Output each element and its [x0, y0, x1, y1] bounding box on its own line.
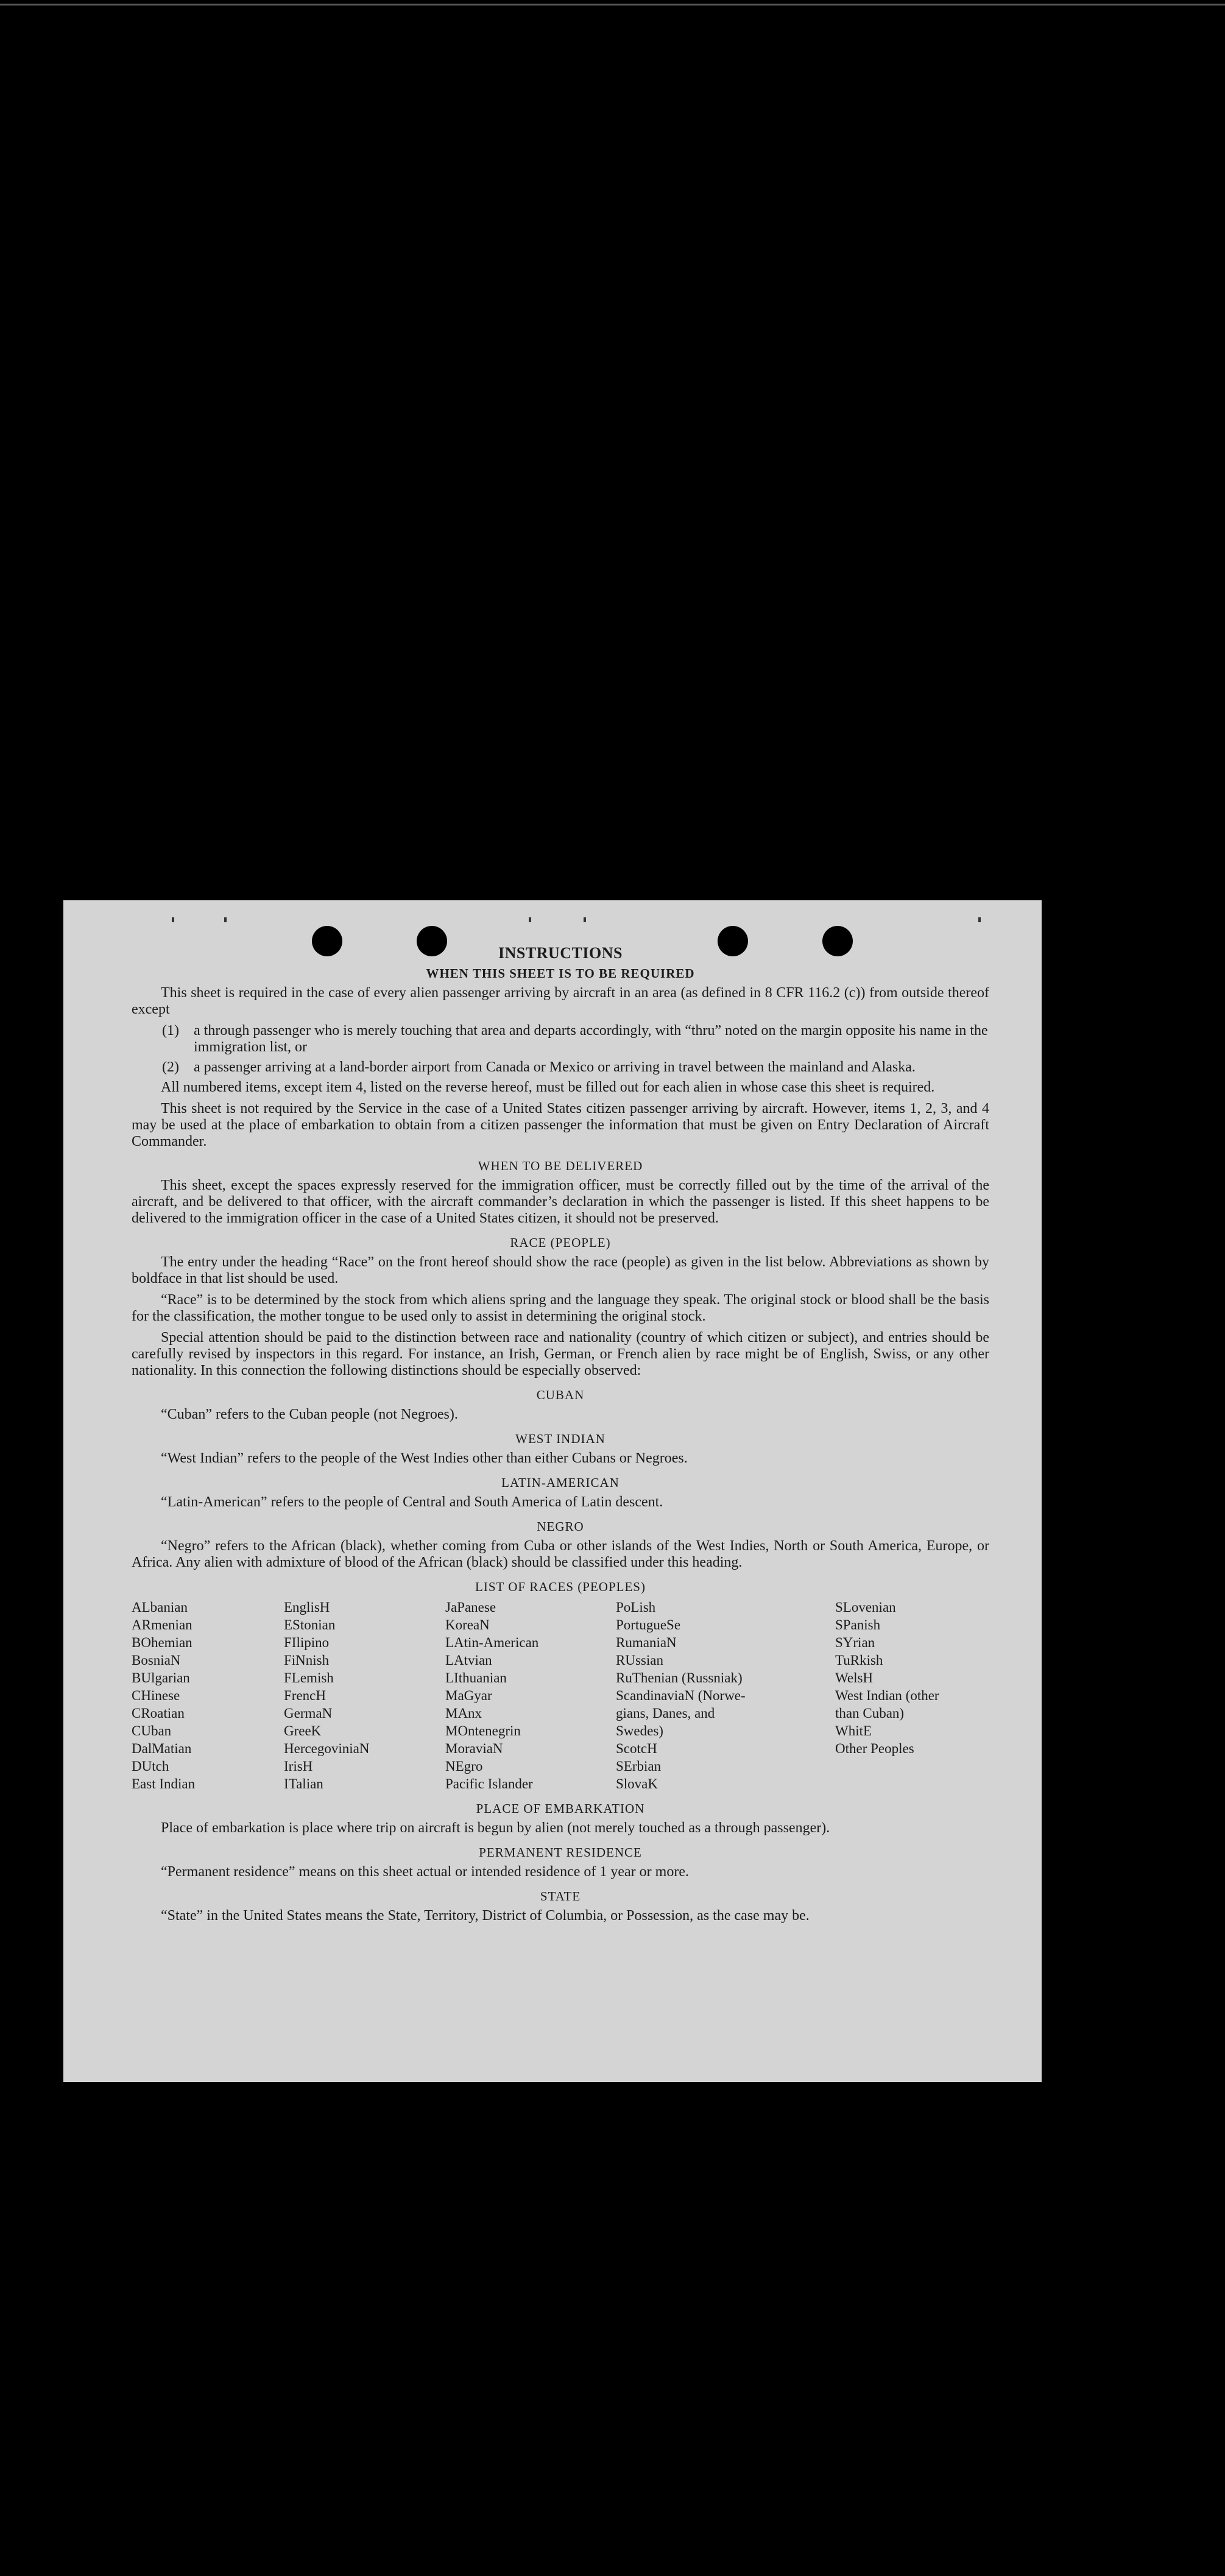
item-number: (2): [162, 1059, 179, 1075]
paragraph: Special attention should be paid to the distinction between race and nationality (country of which citizen or subject), and entries should be carefully revised by inspectors in this regard. For instance, an Irish, German, or French alien by race might be of English, Swiss, or any other nationality. In this connection the following distinctions should be especially observed:: [132, 1330, 989, 1378]
section-heading-residence: PERMANENT RESIDENCE: [479, 1845, 642, 1860]
edge-mark: [978, 917, 981, 922]
paragraph: This sheet is not required by the Service in the case of a United States citizen passenger arriving by aircraft. However, items 1, 2, 3, and 4 may be used at the place of embarkation to obtain from a citizen passenger the information that must be given on Entry Declaration of Aircraft Commander.: [132, 1101, 989, 1149]
races-list: [132, 1598, 989, 1793]
paragraph: “Negro” refers to the African (black), whether coming from Cuba or other islands of the West Indies, North or South America, Europe, or Africa. Any alien with admixture of blood of the African (black) should be classified under this heading.: [132, 1538, 989, 1570]
paragraph: The entry under the heading “Race” on the front hereof should show the race (people) as given in the list below. Abbreviations as shown by boldface in that list should be used.: [132, 1254, 989, 1286]
edge-mark: [224, 917, 227, 922]
paragraph: This sheet, except the spaces expressly reserved for the immigration officer, must be correctly filled out by the time of the arrival of the aircraft, and be delivered to that officer, with the aircraft commander’s declaration in which the passenger is listed. If this sheet happens to be delivered to the immigration officer in the case of a United States citizen, it should not be preserved.: [132, 1177, 989, 1226]
paragraph: “Latin-American” refers to the people of Central and South America of Latin descent.: [161, 1494, 663, 1510]
page-title: INSTRUCTIONS: [498, 944, 623, 962]
races-column: EnglisH EStonian FIlipino FiNnish FLemish FrencH GermaN GreeK HercegoviniaN IrisH ITalian: [284, 1600, 370, 1791]
instruction-sheet: [63, 900, 1042, 2082]
top-border-line: [0, 4, 1225, 5]
section-heading-cuban: CUBAN: [536, 1388, 585, 1402]
paragraph: “West Indian” refers to the people of the West Indies other than either Cubans or Negroes.: [161, 1450, 688, 1466]
paragraph: “Permanent residence” means on this sheet actual or intended residence of 1 year or more.: [161, 1864, 689, 1880]
section-heading-embarkation: PLACE OF EMBARKATION: [476, 1801, 645, 1816]
races-column: SLovenian SPanish SYrian TuRkish WelsH West Indian (other than Cuban) WhitE Other Peoples: [835, 1600, 939, 1756]
races-column: PoLish PortugueSe RumaniaN RUssian RuThenian (Russniak) ScandinaviaN (Norwe- gians, Danes, and Swedes) ScotcH SErbian SlovaK: [616, 1600, 746, 1791]
edge-mark: [529, 917, 531, 922]
paragraph: Place of embarkation is place where trip on aircraft is begun by alien (not merely touched as a through passenger).: [161, 1820, 830, 1836]
section-heading-negro: NEGRO: [537, 1519, 584, 1534]
edge-mark: [172, 917, 174, 922]
section-heading-when-delivered: WHEN TO BE DELIVERED: [478, 1159, 643, 1173]
section-heading-state: STATE: [540, 1889, 581, 1904]
paragraph: “State” in the United States means the State, Territory, District of Columbia, or Possession, as the case may be.: [161, 1908, 810, 1924]
list-item: [132, 1059, 989, 1076]
item-number: (1): [162, 1023, 179, 1039]
races-column: ALbanian ARmenian BOhemian BosniaN BUlgarian CHinese CRoatian CUban DalMatian DUtch East Indian: [132, 1600, 196, 1791]
item-text: a through passenger who is merely touching that area and departs accordingly, with “thru” noted on the margin opposite his name in the immigration list, or: [194, 1023, 988, 1055]
section-heading-list-of-races: LIST OF RACES (PEOPLES): [475, 1579, 646, 1594]
punch-hole: [312, 926, 342, 956]
edge-mark: [584, 917, 586, 922]
section-heading-race: RACE (PEOPLE): [510, 1235, 611, 1250]
punch-hole: [718, 926, 748, 956]
section-heading-west-indian: WEST INDIAN: [515, 1431, 605, 1446]
paragraph: All numbered items, except item 4, listed on the reverse hereof, must be filled out for each alien in whose case this sheet is required.: [161, 1079, 935, 1095]
punch-hole: [822, 926, 853, 956]
races-column: JaPanese KoreaN LAtin-American LAtvian LIthuanian MaGyar MAnx MOntenegrin MoraviaN NEgro Pacific Islander: [445, 1600, 539, 1791]
paragraph: This sheet is required in the case of every alien passenger arriving by aircraft in an area (as defined in 8 CFR 116.2 (c)) from outside thereof except: [132, 985, 989, 1017]
paragraph: “Race” is to be determined by the stock from which aliens spring and the language they speak. The original stock or blood shall be the basis for the classification, the mother tongue to be used only to assist in determining the original stock.: [132, 1292, 989, 1324]
section-heading-latin-american: LATIN-AMERICAN: [501, 1475, 620, 1490]
paragraph: “Cuban” refers to the Cuban people (not Negroes).: [161, 1406, 458, 1422]
punch-hole: [417, 926, 447, 956]
list-item: [132, 1023, 989, 1056]
section-heading-when-required: WHEN THIS SHEET IS TO BE REQUIRED: [426, 966, 695, 981]
item-text: a passenger arriving at a land-border airport from Canada or Mexico or arriving in travel between the mainland and Alaska.: [194, 1059, 916, 1075]
